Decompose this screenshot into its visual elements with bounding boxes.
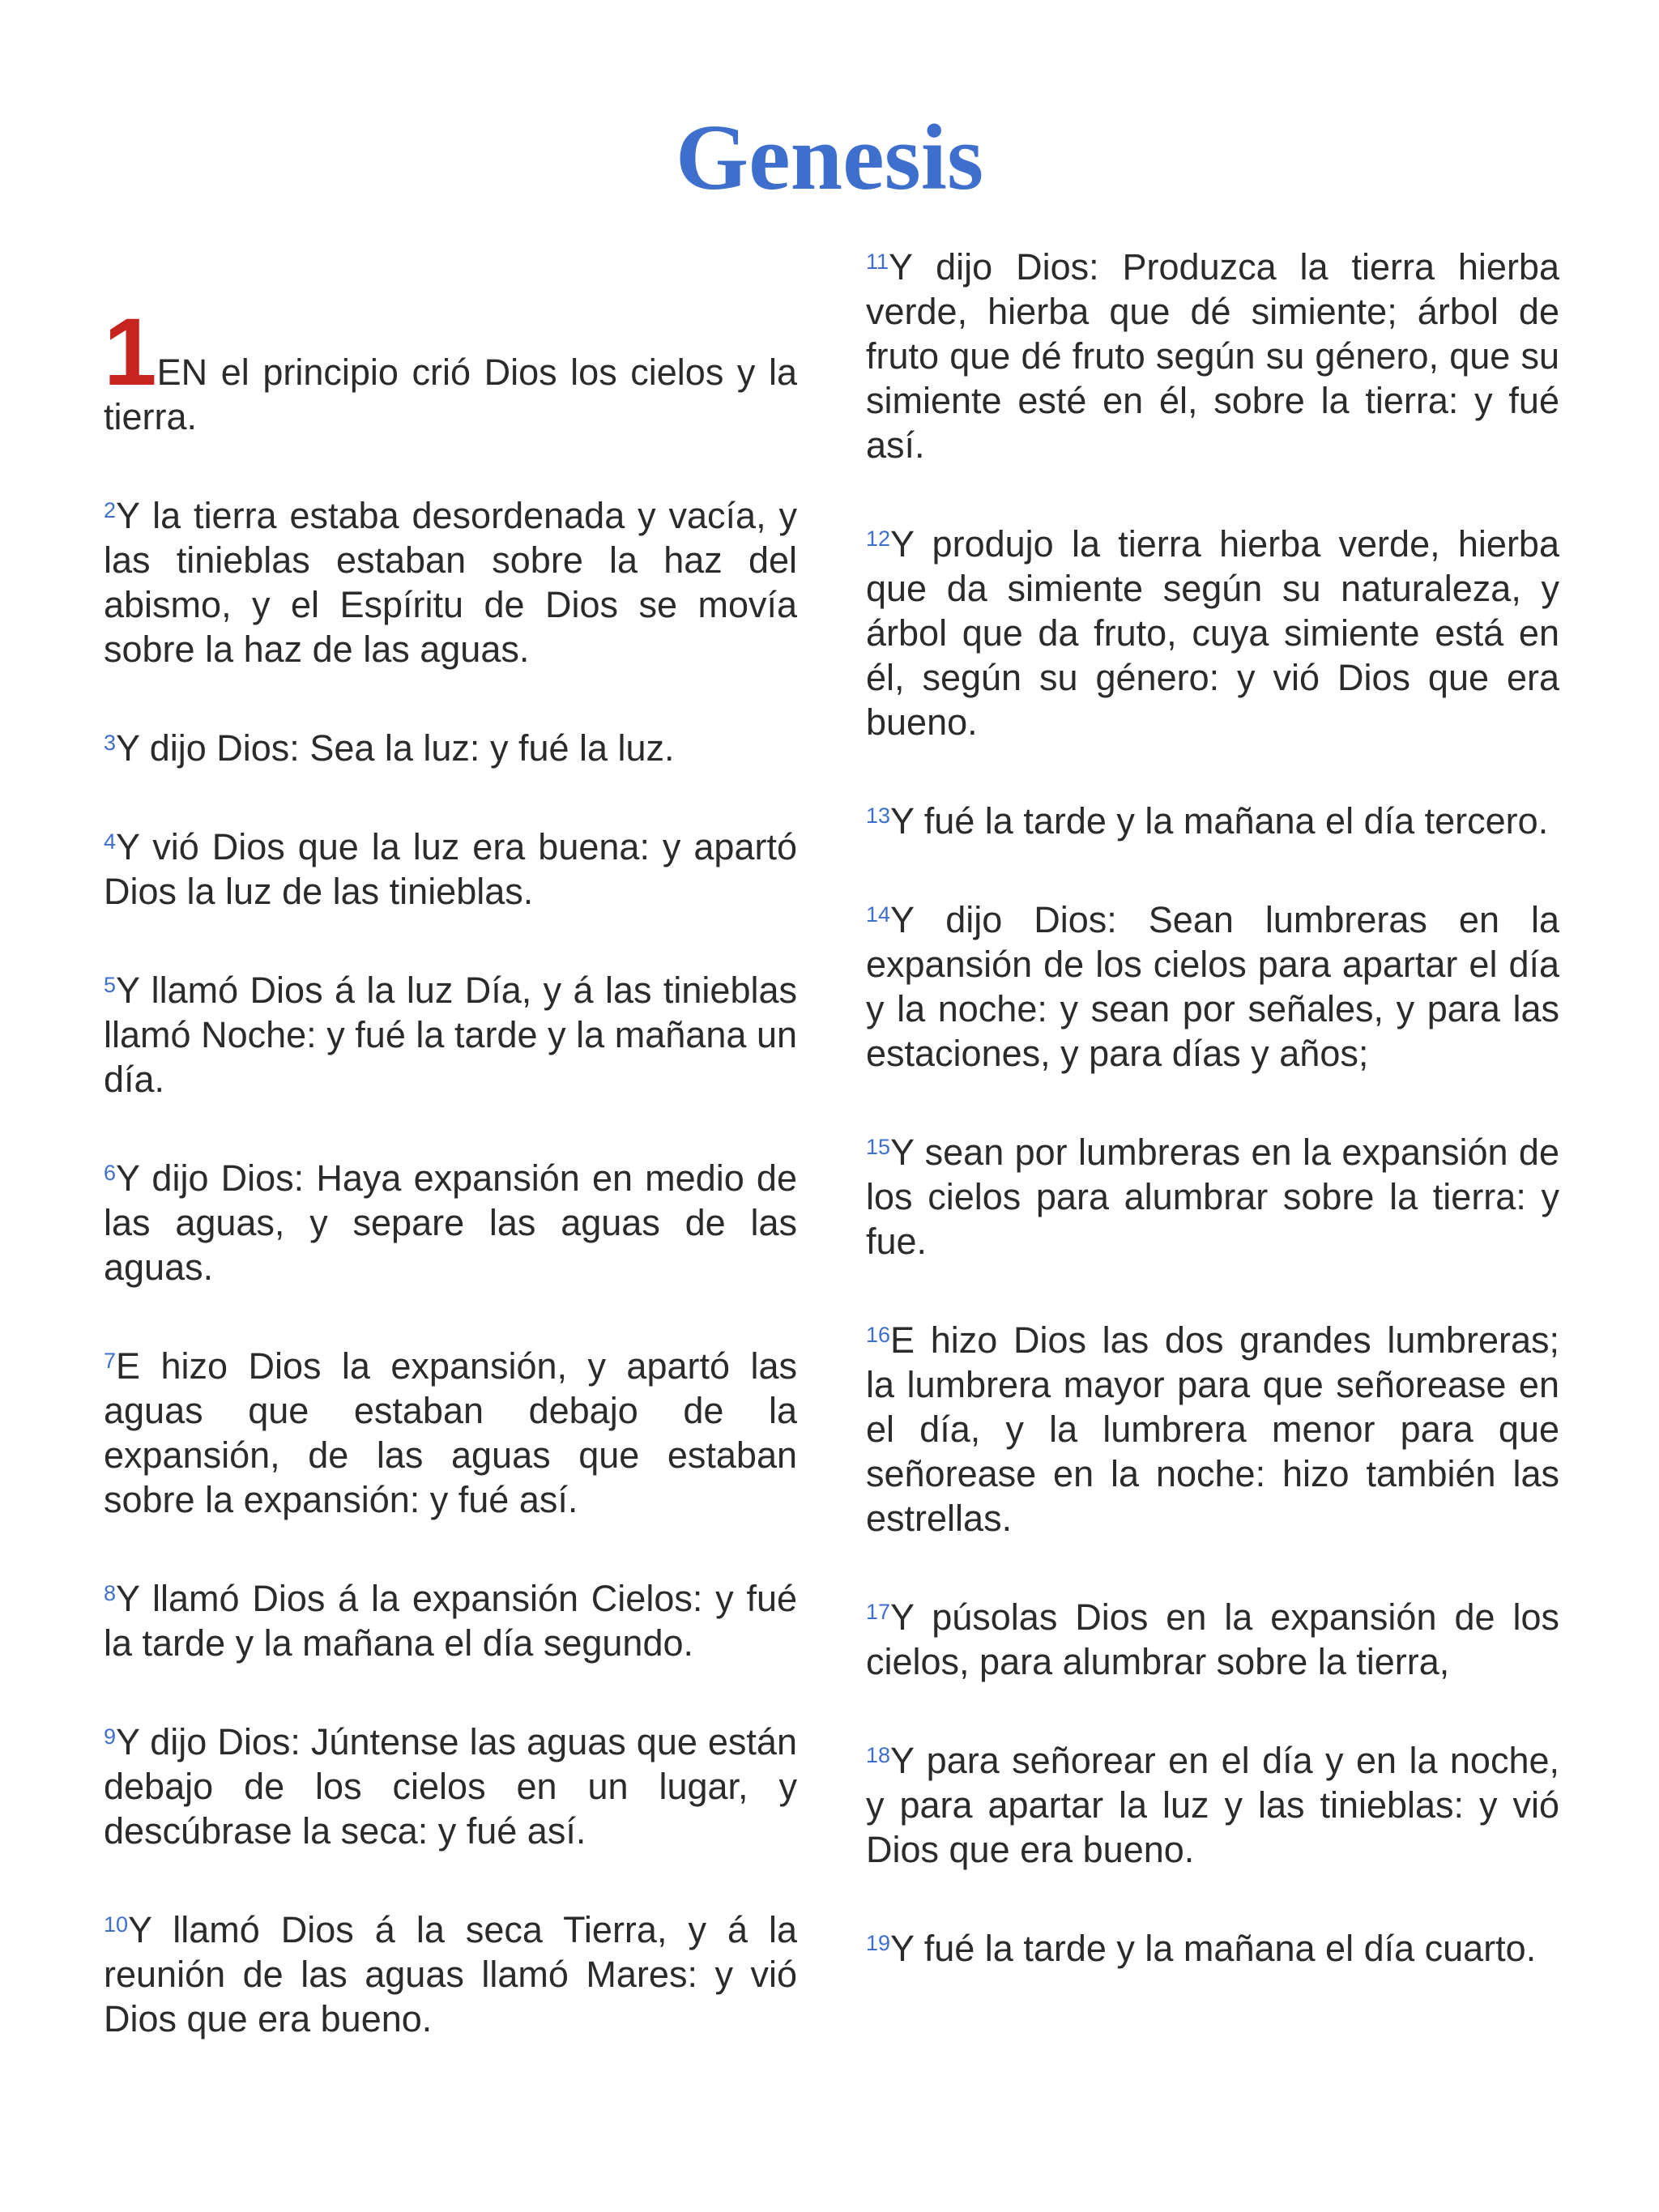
verse-18 bbox=[866, 1738, 1559, 1872]
verse-text: Y púsolas Dios en la expansión de los cielos, para alumbrar sobre la tierra, bbox=[866, 1596, 1559, 1682]
verse-number: 3 bbox=[104, 731, 117, 755]
verse-text: Y dijo Dios: Júntense las aguas que están debajo de los cielos en un lugar, y descúbrase la seca: y fué así. bbox=[104, 1721, 797, 1852]
verse-11 bbox=[866, 245, 1559, 467]
verse-12 bbox=[866, 522, 1559, 744]
verse-number: 12 bbox=[866, 526, 891, 551]
verse-3 bbox=[104, 726, 797, 770]
verse-number: 8 bbox=[104, 1581, 117, 1605]
verse-text: Y llamó Dios á la expansión Cielos: y fué la tarde y la mañana el día segundo. bbox=[104, 1578, 797, 1664]
verse-5 bbox=[104, 968, 797, 1102]
verse-number: 15 bbox=[866, 1135, 891, 1159]
page-title: Genesis bbox=[675, 106, 984, 210]
left-column bbox=[104, 299, 797, 2095]
verse-text: Y llamó Dios á la luz Día, y á las tinieblas llamó Noche: y fué la tarde y la mañana un día. bbox=[104, 970, 797, 1100]
right-column bbox=[866, 245, 1559, 2025]
verse-number: 7 bbox=[104, 1349, 117, 1373]
verse-2 bbox=[104, 493, 797, 671]
verse-text: Y para señorear en el día y en la noche, y para apartar la luz y las tinieblas: y vió Dios que era bueno. bbox=[866, 1740, 1559, 1870]
verse-text: Y fué la tarde y la mañana el día cuarto. bbox=[890, 1928, 1537, 1969]
verse-4 bbox=[104, 825, 797, 914]
verse-17 bbox=[866, 1595, 1559, 1684]
verse-number: 14 bbox=[866, 902, 891, 927]
verse-number: 13 bbox=[866, 803, 891, 828]
verse-14 bbox=[866, 897, 1559, 1076]
verse-number: 4 bbox=[104, 829, 117, 854]
verse-15 bbox=[866, 1130, 1559, 1264]
verse-number: 19 bbox=[866, 1931, 891, 1955]
verse-number: 17 bbox=[866, 1600, 891, 1624]
verse-number: 10 bbox=[104, 1912, 129, 1937]
verse-number: 11 bbox=[866, 249, 889, 274]
verse-text: Y produjo la tierra hierba verde, hierba que da simiente según su naturaleza, y árbol que da fruto, cuya simiente está en él, según su género: y vió Dios que era bueno. bbox=[866, 523, 1559, 743]
verse-10 bbox=[104, 1907, 797, 2041]
verse-text: EN el principio crió Dios los cielos y la tierra. bbox=[104, 352, 797, 437]
verse-number: 2 bbox=[104, 498, 117, 522]
verse-6 bbox=[104, 1156, 797, 1289]
verse-text: Y dijo Dios: Haya expansión en medio de las aguas, y separe las aguas de las aguas. bbox=[104, 1157, 797, 1288]
verse-13 bbox=[866, 799, 1559, 843]
verse-text: Y dijo Dios: Produzca la tierra hierba verde, hierba que dé simiente; árbol de fruto que dé fruto según su género, que su simiente esté en él, sobre la tierra: y fué así. bbox=[866, 246, 1559, 466]
verse-text: Y fué la tarde y la mañana el día tercero. bbox=[890, 800, 1549, 842]
verse-number: 16 bbox=[866, 1323, 891, 1347]
verse-text: Y llamó Dios á la seca Tierra, y á la reunión de las aguas llamó Mares: y vió Dios que era bueno. bbox=[104, 1909, 797, 2039]
verse-number: 5 bbox=[104, 973, 117, 997]
verse-text: E hizo Dios la expansión, y apartó las aguas que estaban debajo de la expansión, de las aguas que estaban sobre la expansión: y fué así. bbox=[104, 1345, 797, 1520]
verse-number: 18 bbox=[866, 1743, 891, 1767]
verse-text: Y la tierra estaba desordenada y vacía, y las tinieblas estaban sobre la haz del abismo, y el Espíritu de Dios se movía sobre la haz de las aguas. bbox=[104, 495, 797, 670]
verse-number: 6 bbox=[104, 1161, 117, 1185]
verse-text: Y vió Dios que la luz era buena: y apartó Dios la luz de las tinieblas. bbox=[104, 826, 797, 912]
verse-9 bbox=[104, 1720, 797, 1853]
chapter-number: 1 bbox=[104, 299, 157, 406]
verse-text: Y dijo Dios: Sea la luz: y fué la luz. bbox=[116, 727, 675, 769]
verse-19 bbox=[866, 1926, 1559, 1971]
verse-text: Y sean por lumbreras en la expansión de los cielos para alumbrar sobre la tierra: y fue. bbox=[866, 1132, 1559, 1262]
verse-1 bbox=[104, 299, 797, 439]
verse-text: E hizo Dios las dos grandes lumbreras; la lumbrera mayor para que señorease en el día, y la lumbrera menor para que señorease en la noche: hizo también las estrellas. bbox=[866, 1319, 1559, 1539]
verse-7 bbox=[104, 1344, 797, 1522]
verse-8 bbox=[104, 1576, 797, 1665]
verse-number: 9 bbox=[104, 1724, 117, 1749]
verse-16 bbox=[866, 1318, 1559, 1541]
verse-text: Y dijo Dios: Sean lumbreras en la expansión de los cielos para apartar el día y la noche: y sean por señales, y para las estaciones, y para días y años; bbox=[866, 899, 1559, 1074]
